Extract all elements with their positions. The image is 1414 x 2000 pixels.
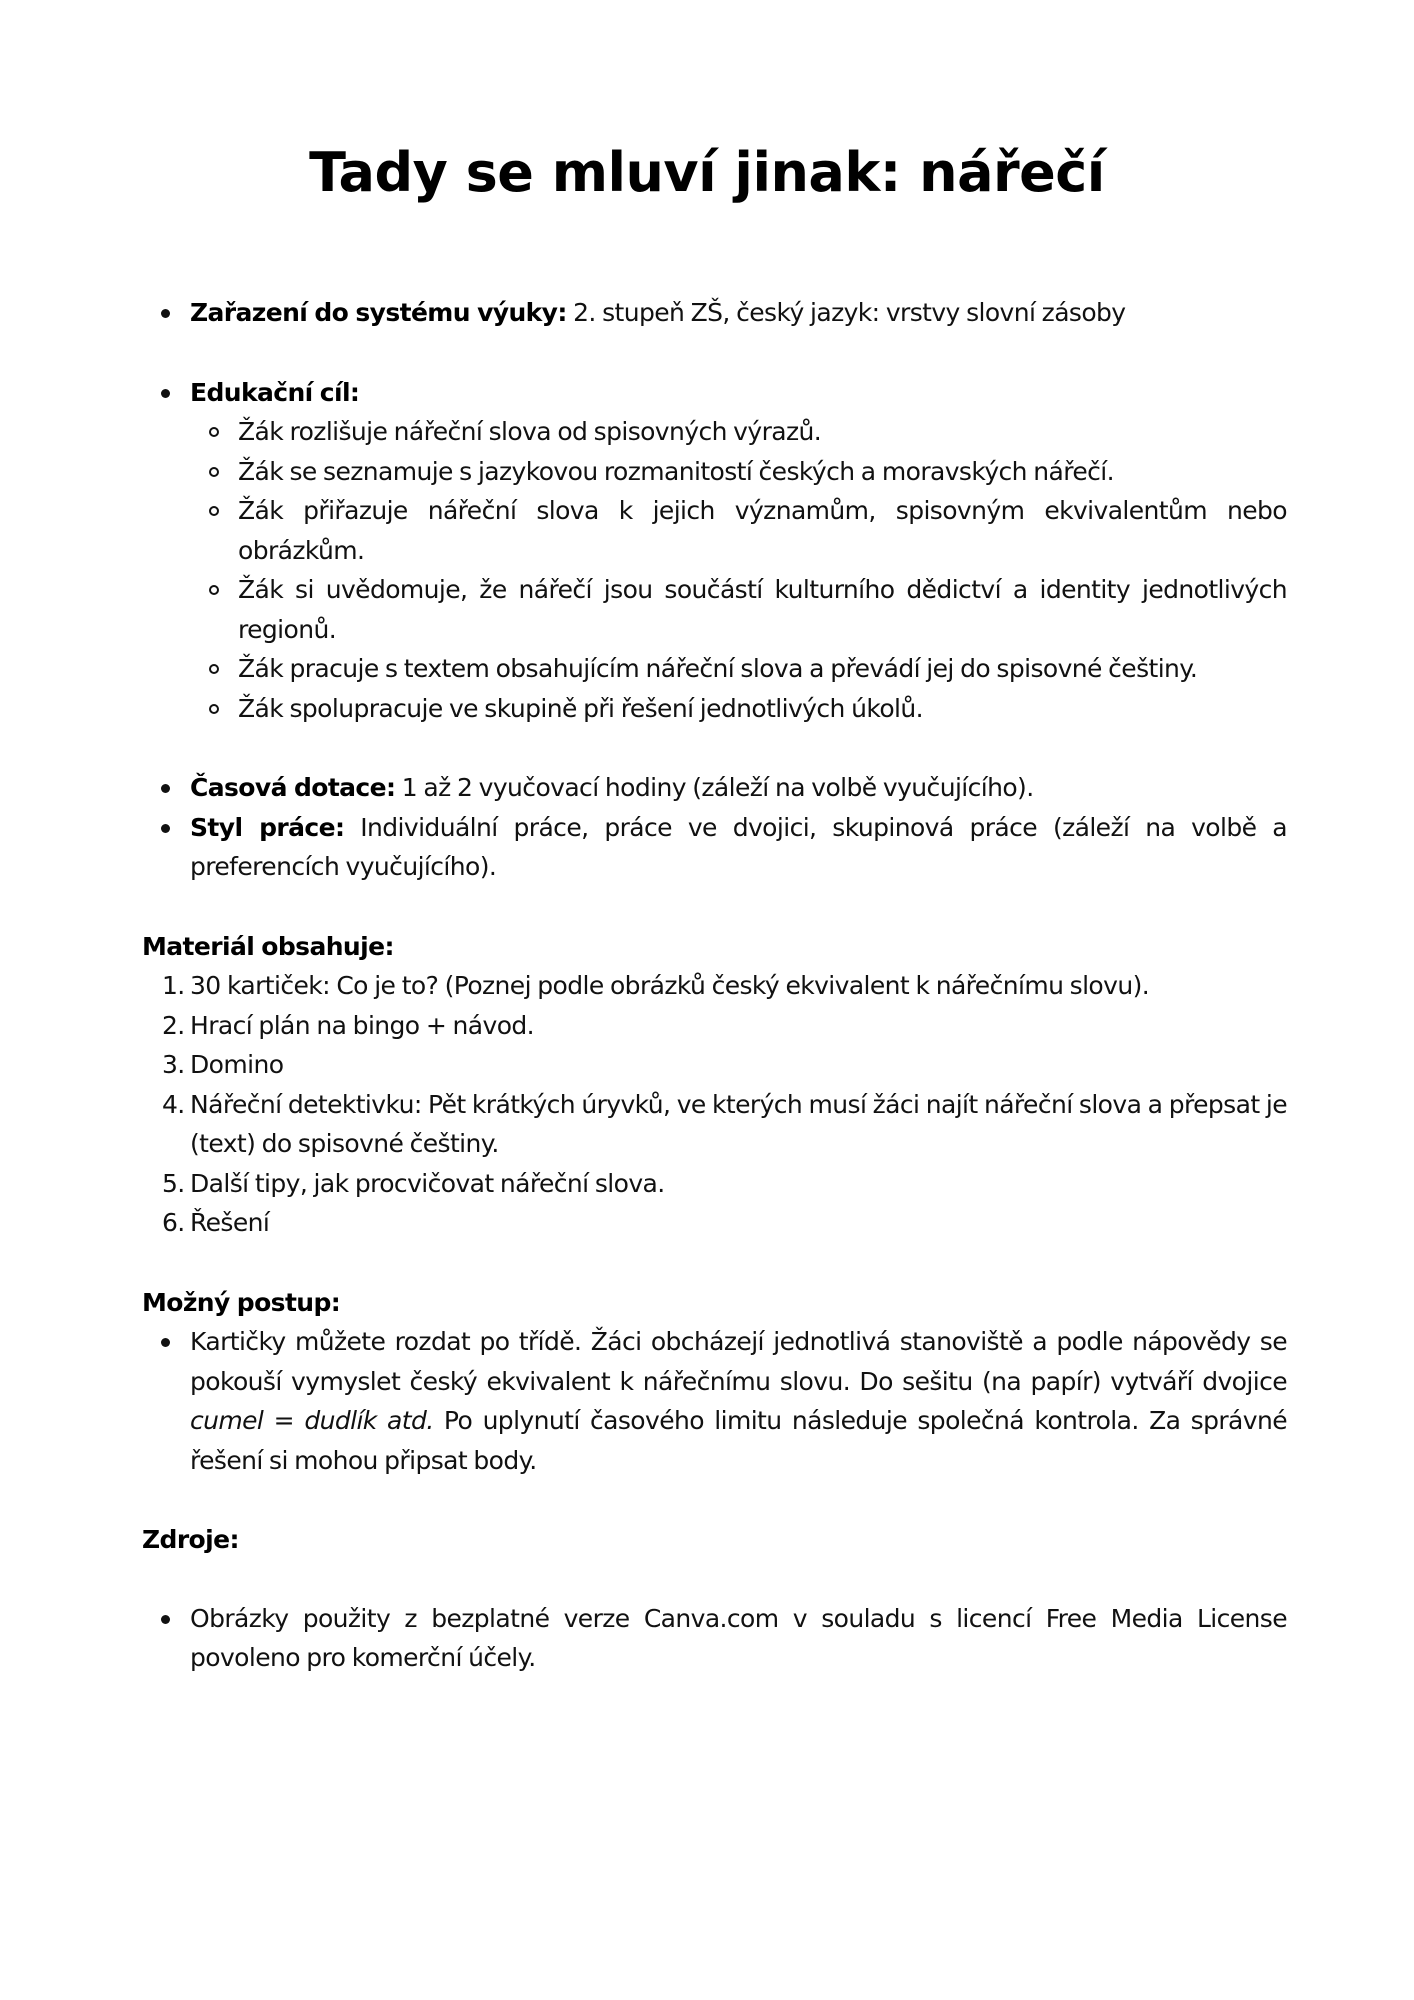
spacer [142, 887, 1287, 927]
item-number: 6. [162, 1208, 185, 1237]
material-item [142, 1045, 1287, 1085]
goal-subitem: Žák rozlišuje nářeční slova od spisovných výrazů. [142, 412, 1287, 452]
procedure-item [142, 1322, 1287, 1480]
goal-sublist [142, 412, 1287, 728]
item-number: 4. [162, 1089, 185, 1119]
material-item [142, 1006, 1287, 1046]
item-text: Další tipy, jak procvičovat nářeční slova. [190, 1168, 665, 1198]
goal-item [142, 373, 1287, 413]
goal-subitem: Žák přiřazuje nářeční slova k jejich významům, spisovným ekvivalentům nebo obrázkům. [142, 491, 1287, 570]
item-text: 30 kartiček: Co je to? (Poznej podle obrázků český ekvivalent k nářečnímu slovu). [190, 971, 1150, 1000]
spacer [142, 1560, 1287, 1599]
item-number: 2. [162, 1010, 185, 1040]
time-text: 1 až 2 vyučovací hodiny (záleží na volbě vyučujícího). [395, 773, 1034, 802]
procedure-example: cumel = dudlík atd. [190, 1406, 434, 1435]
item-number: 3. [162, 1050, 185, 1079]
item-text: Řešení [190, 1208, 270, 1237]
procedure-list [142, 1322, 1287, 1480]
procedure-text-end: Po uplynutí časového limitu následuje společná kontrola. Za správné řešení si mohou připsat body. [190, 1406, 1287, 1475]
material-item [142, 1203, 1287, 1243]
page-title: Tady se mluví jinak: nářečí [309, 141, 1105, 204]
item-text: Domino [190, 1050, 284, 1079]
style-item [142, 808, 1287, 887]
style-text: Individuální práce, práce ve dvojici, skupinová práce (záleží na volbě a preferencích vyučujícího). [190, 812, 1288, 881]
time-style-list [142, 768, 1287, 887]
goal-subitem: Žák se seznamuje s jazykovou rozmanitostí českých a moravských nářečí. [142, 452, 1287, 492]
sources-heading: Zdroje: [142, 1525, 239, 1554]
classification-text: 2. stupeň ZŠ, český jazyk: vrstvy slovní zásoby [566, 298, 1126, 327]
item-text: Nářeční detektivku: Pět krátkých úryvků, ve kterých musí žáci najít nářeční slova a přepsat je (text) do spisovné češtiny. [190, 1089, 1287, 1158]
goal-subitem: Žák si uvědomuje, že nářečí jsou součástí kulturního dědictví a identity jednotlivých regionů. [142, 570, 1287, 649]
material-list [142, 966, 1287, 1243]
time-item [142, 768, 1287, 808]
material-item [142, 1164, 1287, 1204]
classification-label: Zařazení do systému výuky: [190, 298, 567, 327]
item-text: Hrací plán na bingo + návod. [190, 1010, 535, 1040]
goal-subitem: Žák pracuje s textem obsahujícím nářeční slova a převádí jej do spisovné češtiny. [142, 649, 1287, 689]
procedure-heading: Možný postup: [142, 1287, 341, 1317]
material-heading: Materiál obsahuje: [142, 931, 394, 961]
goal-list [142, 373, 1287, 413]
document-body [142, 293, 1287, 1678]
spacer [142, 1480, 1287, 1520]
style-label: Styl práce: [190, 812, 345, 842]
sources-list [142, 1599, 1287, 1678]
source-item: Obrázky použity z bezplatné verze Canva.com v souladu s licencí Free Media License povoleno pro komerční účely. [142, 1599, 1287, 1678]
material-item [142, 966, 1287, 1006]
classification-item [142, 293, 1287, 333]
goal-subitem: Žák spolupracuje ve skupině při řešení jednotlivých úkolů. [142, 689, 1287, 729]
procedure-text: Kartičky můžete rozdat po třídě. Žáci obcházejí jednotlivá stanoviště a podle nápovědy se pokouší vymyslet český ekvivalent k nářečnímu slovu. Do sešitu (na papír) vytváří dvojice [190, 1327, 1287, 1396]
spacer [142, 1243, 1287, 1283]
goal-label: Edukační cíl: [190, 377, 360, 407]
info-list [142, 293, 1287, 333]
spacer [142, 333, 1287, 373]
time-label: Časová dotace: [190, 773, 396, 802]
item-number: 5. [162, 1168, 185, 1198]
item-number: 1. [162, 971, 185, 1000]
material-item [142, 1085, 1287, 1164]
spacer [142, 728, 1287, 768]
